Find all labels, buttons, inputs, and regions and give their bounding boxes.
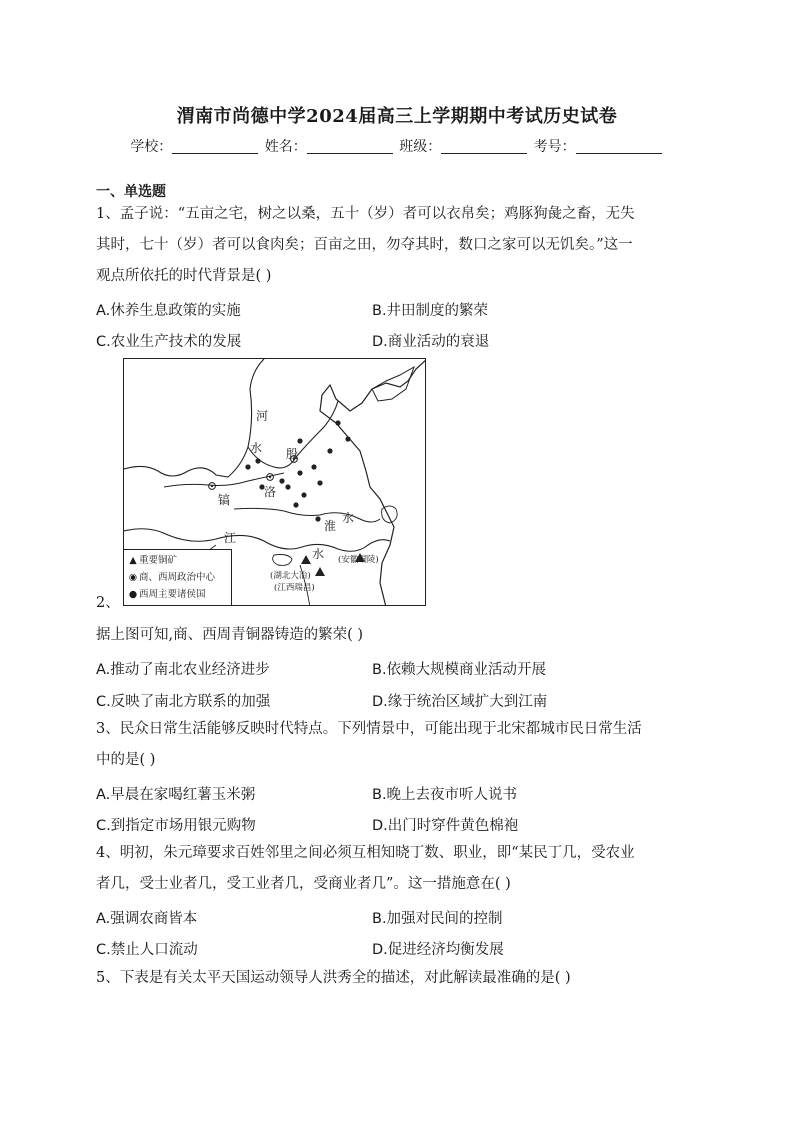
q1-line-2: 其时，七十（岁）者可以食肉矣；百亩之田，勿夺其时，数口之家可以无饥矣。”这一 — [96, 237, 633, 253]
class-blank[interactable] — [441, 139, 527, 154]
q4-option-d[interactable]: D.促进经济均衡发展 — [372, 942, 504, 958]
political-centers — [209, 456, 298, 490]
q3-option-a[interactable]: A.早晨在家喝红薯玉米粥 — [96, 787, 256, 803]
map-label-hao: 镐 — [218, 493, 231, 507]
q1-option-a[interactable]: A.休养生息政策的实施 — [96, 303, 241, 319]
map-label-shui-2: 水 — [342, 511, 355, 525]
triangle-icon: ▲ — [129, 555, 137, 566]
legend-item-vassal: ● 西周主要诸侯国 — [127, 586, 231, 603]
yangtze-river — [124, 529, 390, 552]
q4-line-1: 4、明初，朱元璋要求百姓邻里之间必须互相知晓丁数、职业，即“某民丁几，受农业 — [96, 845, 635, 861]
exam-number-label: 考号： — [533, 139, 576, 155]
island — [382, 506, 397, 523]
q1-option-d[interactable]: D.商业活动的衰退 — [372, 334, 490, 350]
q3-option-c[interactable]: C.到指定市场用银元购物 — [96, 818, 256, 834]
q1-line-3: 观点所依托的时代背景是( ) — [96, 268, 272, 284]
q3-line-1: 3、民众日常生活能够反映时代特点。下列情景中，可能出现于北宋都城市民日常生活 — [96, 721, 642, 737]
map-legend — [124, 549, 232, 606]
lake — [273, 555, 292, 566]
map-label-shui-3: 水 — [312, 547, 325, 561]
exam-number-blank[interactable] — [576, 139, 662, 154]
q2-option-d[interactable]: D.缘于统治区域扩大到江南 — [372, 694, 548, 710]
map-label-jiang: 江 — [224, 531, 237, 545]
q4-line-2: 者几，受士业者几，受工业者几，受商业者几”。这一措施意在( ) — [96, 876, 511, 892]
q4-option-b[interactable]: B.加强对民间的控制 — [372, 911, 503, 927]
q2-stem: 据上图可知,商、西周青铜器铸造的繁荣( ) — [96, 627, 364, 643]
class-label: 班级： — [399, 139, 442, 155]
page-title: 渭南市尚德中学2024届高三上学期期中考试历史试卷 — [176, 106, 618, 127]
q3-option-b[interactable]: B.晚上去夜市听人说书 — [372, 787, 518, 803]
q2-option-c[interactable]: C.反映了南北方联系的加强 — [96, 694, 271, 710]
q1-option-b[interactable]: B.井田制度的繁荣 — [372, 303, 489, 319]
legend-item-copper: ▲ 重要铜矿 — [127, 552, 231, 569]
coastline — [320, 359, 426, 606]
student-info-line — [0, 136, 794, 156]
map-label-luo: 洛 — [264, 485, 277, 499]
map-label-hubei-daye: (湖北大冶) — [270, 571, 311, 581]
circle-dot-icon: ◉ — [128, 572, 138, 583]
q2-number: 2、 — [96, 595, 120, 611]
q2-option-a[interactable]: A.推动了南北农业经济进步 — [96, 662, 270, 678]
q5-line-1: 5、下表是有关太平天国运动领导人洪秀全的描述，对此解读最准确的是( ) — [96, 970, 571, 986]
q4-option-c[interactable]: C.禁止人口流动 — [96, 942, 198, 958]
q2-option-b[interactable]: B.依赖大规模商业活动开展 — [372, 662, 547, 678]
name-blank[interactable] — [307, 139, 393, 154]
q1-line-1: 1、孟子说：“五亩之宅，树之以桑，五十（岁）者可以衣帛矣；鸡豚狗彘之畜，无失 — [96, 206, 635, 222]
q4-option-a[interactable]: A.强调农商皆本 — [96, 911, 198, 927]
huai-river — [234, 508, 380, 522]
q3-line-2: 中的是( ) — [96, 752, 156, 768]
school-blank[interactable] — [172, 139, 258, 154]
peninsula — [372, 367, 414, 401]
map-label-shui-1: 水 — [250, 441, 263, 455]
q1-option-c[interactable]: C.农业生产技术的发展 — [96, 334, 242, 350]
legend-item-center: ◉ 商、西周政治中心 — [127, 569, 231, 586]
vassal-states — [245, 420, 350, 521]
bronze-map — [123, 358, 426, 606]
name-label: 姓名： — [264, 139, 307, 155]
map-label-huai: 淮 — [324, 519, 337, 533]
yellow-river — [124, 359, 338, 477]
dot-icon: ● — [128, 589, 138, 600]
q3-option-d[interactable]: D.出门时穿件黄色棉袍 — [372, 818, 519, 834]
map-label-he: 河 — [256, 409, 269, 423]
map-label-anhui-tongling: (安徽铜陵) — [338, 555, 379, 565]
map-label-yin: 殷 — [286, 447, 299, 461]
map-label-jiangxi-ruichang: (江西瑞昌) — [274, 583, 315, 593]
section-title: 一、单选题 — [96, 184, 166, 200]
school-label: 学校： — [130, 139, 173, 155]
